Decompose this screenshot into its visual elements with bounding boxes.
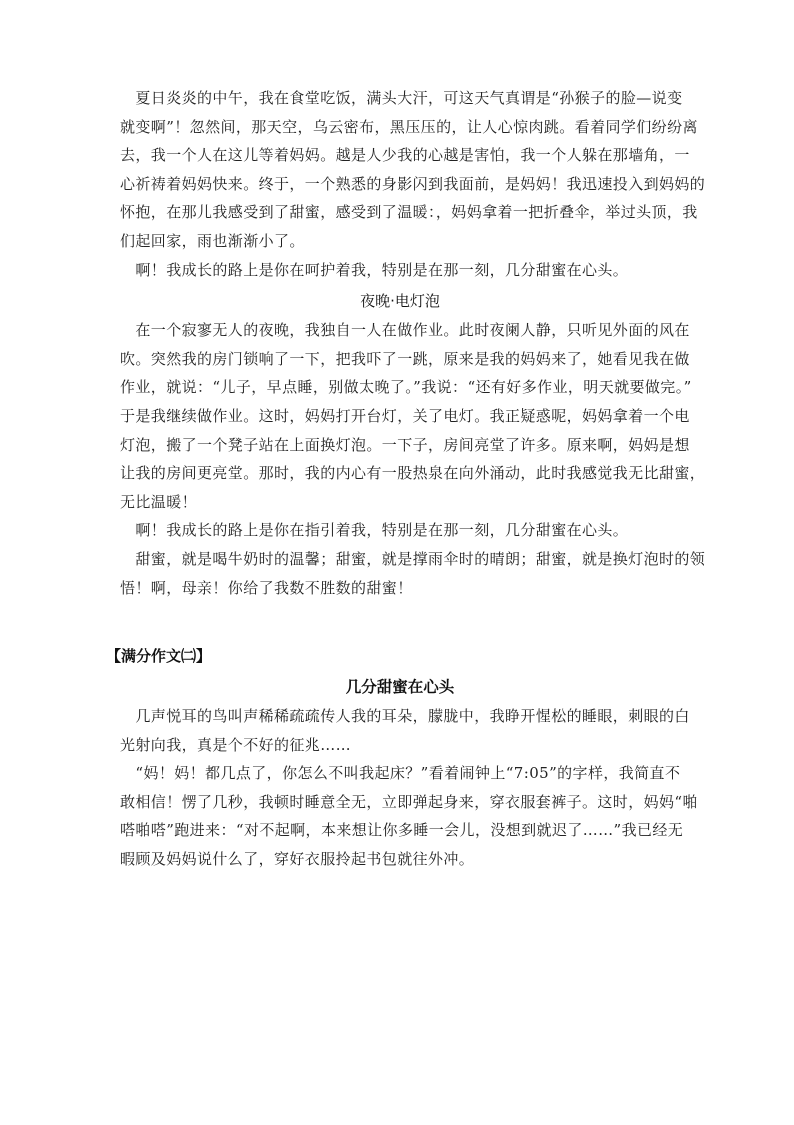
text-line: 光射向我，真是个不好的征兆……	[120, 735, 352, 754]
text-line: 心祈祷着妈妈快来。终于，一个熟悉的身影闪到我面前，是妈妈！我迅速投入到妈妈的	[120, 174, 706, 193]
text-line: 们起回家，雨也渐渐小了。	[120, 231, 305, 250]
text-line: 啊！我成长的路上是你在呵护着我，特别是在那一刻，几分甜蜜在心头。	[120, 260, 629, 279]
paragraph-conclusion	[120, 545, 706, 602]
text-line: 甜蜜，就是喝牛奶时的温馨；甜蜜，就是撑雨伞时的晴朗；甜蜜，就是换灯泡时的领	[120, 549, 706, 568]
text-line: 吹。突然我的房门锁响了一下，把我吓了一跳，原来是我的妈妈来了，她看见我在做	[120, 349, 690, 368]
text-line: “妈！妈！都几点了，你怎么不叫我起床？”看着闹钟上“7:05”的字样，我简直不	[120, 764, 681, 783]
document-body	[106, 84, 706, 874]
text-line: 在一个寂寥无人的夜晚，我独自一人在做作业。此时夜阑人静，只听见外面的风在	[120, 321, 690, 340]
text-line: 敢相信！愣了几秒，我顿时睡意全无，立即弹起身来，穿衣服套裤子。这时，妈妈“啪	[120, 792, 698, 811]
text-line: 悟！啊，母亲！你给了我数不胜数的甜蜜！	[120, 578, 413, 597]
text-line: 暇顾及妈妈说什么了，穿好衣服拎起书包就往外冲。	[120, 850, 475, 869]
text-line: 啊！我成长的路上是你在指引着我，特别是在那一刻，几分甜蜜在心头。	[120, 521, 629, 540]
paragraph-night-homework	[120, 316, 706, 516]
section-spacer	[120, 602, 680, 642]
essay-title: 几分甜蜜在心头	[345, 678, 455, 697]
paragraph-summary-2	[120, 516, 680, 545]
text-line: 几声悦耳的鸟叫声稀稀疏疏传人我的耳朵，朦胧中，我睁开惺松的睡眼，刺眼的白	[120, 707, 690, 726]
text-line: 怀抱，在那儿我感受到了甜蜜，感受到了温暖：，妈妈拿着一把折叠伞，举过头顶，我	[120, 203, 698, 222]
section-tag-full-marks-essay-2: 【满分作文㈡】	[106, 647, 212, 666]
text-line: 无比温暖！	[120, 492, 198, 511]
text-line: 让我的房间更亮堂。那时，我的内心有一股热泉在向外涌动，此时我感觉我无比甜蜜，	[120, 464, 706, 483]
text-line: 去，我一个人在这儿等着妈妈。越是人少我的心越是害怕，我一个人躲在那墙角，一	[120, 146, 690, 165]
text-line: 就变啊”！忽然间，那天空，乌云密布，黑压压的，让人心惊肉跳。看着同学们纷纷离	[120, 117, 698, 136]
paragraph-summary-1	[120, 256, 680, 285]
paragraph-morning-birds	[120, 702, 690, 759]
subtitle-night-lightbulb: 夜晚·电灯泡	[360, 292, 440, 311]
text-line: 作业，就说：“儿子，早点睡，别做太晚了。”我说：“还有好多作业，明天就要做完。”	[120, 378, 692, 397]
text-line: 于是我继续做作业。这时，妈妈打开台灯，关了电灯。我正疑惑呢，妈妈拿着一个电	[120, 406, 690, 425]
text-line: 嗒啪嗒”跑进来：“对不起啊，本来想让你多睡一会儿，没想到就迟了……”我已经无	[120, 821, 684, 840]
paragraph-late-wakeup	[120, 759, 698, 873]
text-line: 灯泡，搬了一个凳子站在上面换灯泡。一下子，房间亮堂了许多。原来啊，妈妈是想	[120, 435, 690, 454]
text-line: 夏日炎炎的中午，我在食堂吃饭，满头大汗，可这天气真谓是“孙猴子的脸—说变	[120, 89, 683, 107]
paragraph-lunch-rain	[120, 84, 706, 256]
